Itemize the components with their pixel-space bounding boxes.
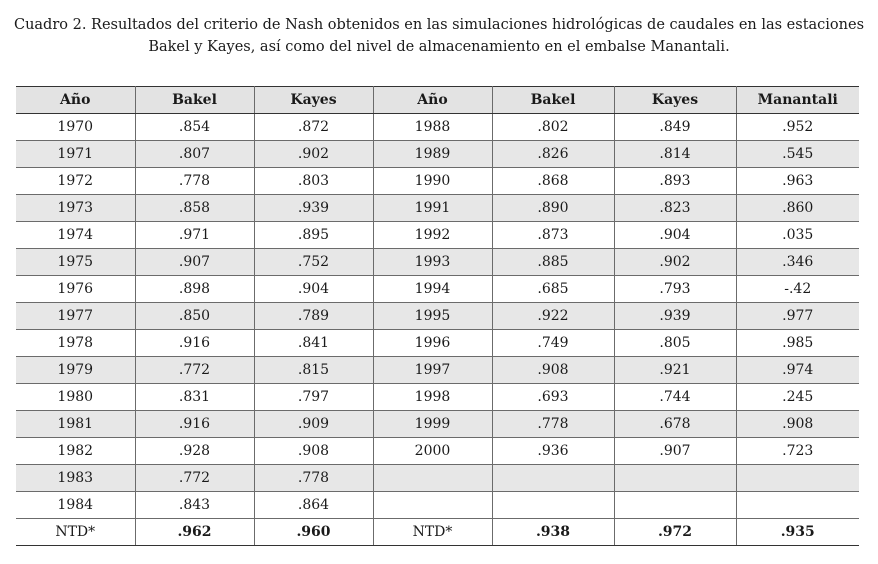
- caption-line-1: Cuadro 2. Resultados del criterio de Nash obtenidos en las simulaciones hidrológicas de caudales en las estaciones: [13, 17, 865, 33]
- footer-kayes-1: .960: [254, 519, 373, 546]
- table-cell: .885: [492, 249, 614, 276]
- table-cell: [373, 465, 492, 492]
- table-cell: 1970: [16, 114, 135, 141]
- table-row: [16, 114, 859, 141]
- table-cell: 1998: [373, 384, 492, 411]
- col-header-bakel-2: Bakel: [492, 87, 614, 114]
- table-cell: .797: [254, 384, 373, 411]
- table-cell: .898: [135, 276, 254, 303]
- table-cell: .723: [736, 438, 859, 465]
- table-cell: .843: [135, 492, 254, 519]
- table-cell: .939: [614, 303, 736, 330]
- table-cell: 1983: [16, 465, 135, 492]
- table-cell: .872: [254, 114, 373, 141]
- table-row: [16, 141, 859, 168]
- table-cell: .545: [736, 141, 859, 168]
- footer-manantali: .935: [736, 519, 859, 546]
- table-body: [16, 114, 859, 519]
- table-cell: .873: [492, 222, 614, 249]
- table-cell: .860: [736, 195, 859, 222]
- table-cell: 1997: [373, 357, 492, 384]
- table-cell: .693: [492, 384, 614, 411]
- table-cell: .904: [254, 276, 373, 303]
- table-cell: 1978: [16, 330, 135, 357]
- table-cell: .902: [614, 249, 736, 276]
- table-cell: .909: [254, 411, 373, 438]
- table-cell: .858: [135, 195, 254, 222]
- table-cell: .841: [254, 330, 373, 357]
- col-header-year-2: Año: [373, 87, 492, 114]
- table-cell: 1988: [373, 114, 492, 141]
- table-cell: .922: [492, 303, 614, 330]
- table-cell: .908: [492, 357, 614, 384]
- table-cell: .864: [254, 492, 373, 519]
- table-cell: 1990: [373, 168, 492, 195]
- table-cell: .772: [135, 465, 254, 492]
- footer-bakel-2: .938: [492, 519, 614, 546]
- table-cell: .902: [254, 141, 373, 168]
- table-row: [16, 492, 859, 519]
- table-cell: [614, 465, 736, 492]
- table-cell: .802: [492, 114, 614, 141]
- table-cell: [492, 465, 614, 492]
- table-caption: [0, 14, 878, 58]
- nash-criterion-table: [16, 86, 859, 546]
- col-header-bakel-1: Bakel: [135, 87, 254, 114]
- table-cell: .803: [254, 168, 373, 195]
- table-cell: .890: [492, 195, 614, 222]
- table-row: [16, 222, 859, 249]
- table-cell: .814: [614, 141, 736, 168]
- table-cell: .772: [135, 357, 254, 384]
- table-cell: .826: [492, 141, 614, 168]
- table-cell: -.42: [736, 276, 859, 303]
- table-row: [16, 303, 859, 330]
- table-cell: 1991: [373, 195, 492, 222]
- table-row: [16, 411, 859, 438]
- table-cell: 1977: [16, 303, 135, 330]
- table-cell: .928: [135, 438, 254, 465]
- table-cell: 1975: [16, 249, 135, 276]
- table-cell: [736, 492, 859, 519]
- table-cell: .854: [135, 114, 254, 141]
- col-header-manantali: Manantali: [736, 87, 859, 114]
- table-cell: .904: [614, 222, 736, 249]
- table-cell: .952: [736, 114, 859, 141]
- table-cell: .752: [254, 249, 373, 276]
- table-cell: .895: [254, 222, 373, 249]
- table-cell: .908: [254, 438, 373, 465]
- table-cell: 1996: [373, 330, 492, 357]
- table-cell: 1981: [16, 411, 135, 438]
- header-row: [16, 87, 859, 114]
- table-cell: .907: [135, 249, 254, 276]
- table-cell: .749: [492, 330, 614, 357]
- footer-label-1: NTD*: [16, 519, 135, 546]
- table-cell: [614, 492, 736, 519]
- table-cell: 1994: [373, 276, 492, 303]
- table-cell: [373, 492, 492, 519]
- table-cell: .850: [135, 303, 254, 330]
- col-header-kayes-2: Kayes: [614, 87, 736, 114]
- table-cell: .035: [736, 222, 859, 249]
- table-cell: .939: [254, 195, 373, 222]
- table-row: [16, 438, 859, 465]
- table-cell: 1999: [373, 411, 492, 438]
- table-cell: .831: [135, 384, 254, 411]
- table-cell: 1982: [16, 438, 135, 465]
- table-cell: 1971: [16, 141, 135, 168]
- table-cell: 1993: [373, 249, 492, 276]
- footer-bakel-1: .962: [135, 519, 254, 546]
- table-cell: .974: [736, 357, 859, 384]
- table-cell: .971: [135, 222, 254, 249]
- table-cell: 1989: [373, 141, 492, 168]
- table-cell: .778: [492, 411, 614, 438]
- table-row: [16, 276, 859, 303]
- table-cell: .823: [614, 195, 736, 222]
- table-row: [16, 357, 859, 384]
- col-header-year-1: Año: [16, 87, 135, 114]
- table-cell: 1995: [373, 303, 492, 330]
- table-cell: .868: [492, 168, 614, 195]
- table-row: [16, 249, 859, 276]
- footer-kayes-2: .972: [614, 519, 736, 546]
- table-cell: .778: [254, 465, 373, 492]
- table-cell: .789: [254, 303, 373, 330]
- table-cell: .963: [736, 168, 859, 195]
- table-cell: 1992: [373, 222, 492, 249]
- table-row: [16, 195, 859, 222]
- table-cell: .815: [254, 357, 373, 384]
- caption-line-2: Bakel y Kayes, así como del nivel de almacenamiento en el embalse Manantali.: [148, 39, 730, 55]
- table-cell: [736, 465, 859, 492]
- table-cell: .346: [736, 249, 859, 276]
- table-cell: 1974: [16, 222, 135, 249]
- table-row: [16, 465, 859, 492]
- col-header-kayes-1: Kayes: [254, 87, 373, 114]
- table-row: [16, 168, 859, 195]
- table-cell: .977: [736, 303, 859, 330]
- table-cell: 2000: [373, 438, 492, 465]
- table-cell: .921: [614, 357, 736, 384]
- table-cell: .744: [614, 384, 736, 411]
- table-cell: 1972: [16, 168, 135, 195]
- table-cell: .916: [135, 330, 254, 357]
- table-cell: .849: [614, 114, 736, 141]
- table-cell: .916: [135, 411, 254, 438]
- table-cell: .807: [135, 141, 254, 168]
- table-cell: 1979: [16, 357, 135, 384]
- table-cell: .985: [736, 330, 859, 357]
- table-cell: .908: [736, 411, 859, 438]
- table-cell: .678: [614, 411, 736, 438]
- footer-label-2: NTD*: [373, 519, 492, 546]
- table-cell: .685: [492, 276, 614, 303]
- table-cell: .778: [135, 168, 254, 195]
- table-cell: 1980: [16, 384, 135, 411]
- table-cell: .893: [614, 168, 736, 195]
- table-cell: .793: [614, 276, 736, 303]
- footer-row-ntd: [16, 519, 859, 546]
- table-cell: .245: [736, 384, 859, 411]
- table-cell: .907: [614, 438, 736, 465]
- table-row: [16, 330, 859, 357]
- table-row: [16, 384, 859, 411]
- table-cell: 1984: [16, 492, 135, 519]
- table-cell: [492, 492, 614, 519]
- table-cell: 1973: [16, 195, 135, 222]
- table-cell: 1976: [16, 276, 135, 303]
- table-cell: .805: [614, 330, 736, 357]
- table-cell: .936: [492, 438, 614, 465]
